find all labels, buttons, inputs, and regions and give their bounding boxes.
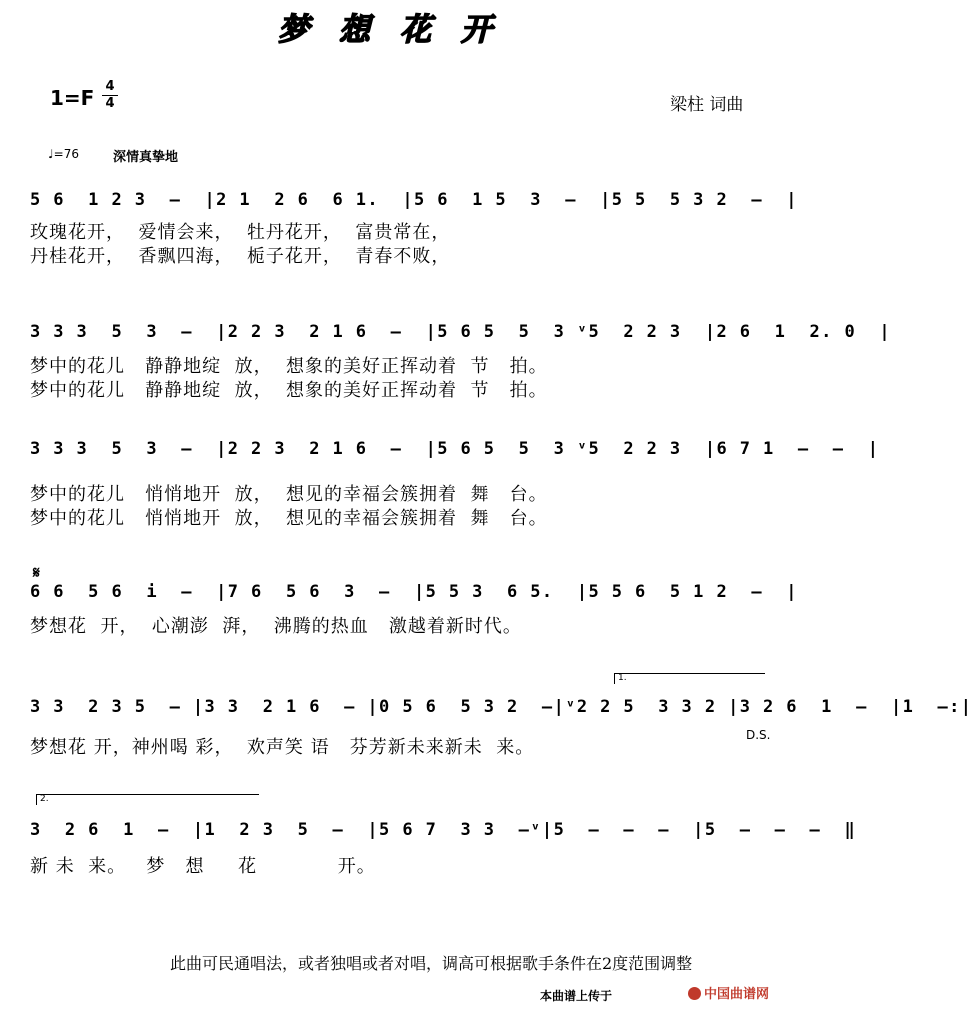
time-denominator: 4	[105, 96, 115, 111]
dal-segno-marking: D.S.	[746, 728, 771, 742]
volta-bracket-2	[36, 794, 259, 805]
key-signature: 1=F	[50, 86, 95, 110]
logo-text: 中国曲谱网	[704, 987, 770, 1002]
time-numerator: 4	[105, 79, 115, 94]
lyrics-row-2-verse-2: 梦中的花儿 静静地绽 放， 想象的美好正挥动着 节 拍。	[30, 380, 548, 401]
performance-note: 此曲可民通唱法，或者独唱或者对唱，调高可根据歌手条件在2度范围调整	[170, 954, 693, 973]
notation-row-1: 5 6 1 2 3 – |2 1 2 6 6 1. |5 6 1 5 3 – |5 5 5 3 2 – |	[30, 190, 798, 210]
lyrics-row-1-verse-2: 丹桂花开， 香飘四海， 栀子花开， 青春不败，	[30, 246, 451, 267]
tempo-marking: ♩=76	[48, 147, 79, 161]
lyrics-row-3-verse-2: 梦中的花儿 悄悄地开 放， 想见的幸福会簇拥着 舞 台。	[30, 508, 548, 529]
upload-credit: 本曲谱上传于	[540, 989, 613, 1003]
lyrics-row-6: 新 未 来。 梦 想 花 开。	[30, 856, 376, 877]
author-credit: 梁柱 词曲	[670, 95, 744, 115]
lyrics-row-1-verse-1: 玫瑰花开， 爱情会来， 牡丹花开， 富贵常在，	[30, 222, 451, 243]
notation-row-6: 3 2 6 1 – |1 2 3 5 – |5 6 7 3 3 –ᵛ|5 – – – |5 – – – ‖	[30, 820, 857, 840]
notation-row-2: 3 3 3 5 3 – |2 2 3 2 1 6 – |5 6 5 5 3 ᵛ5 2 2 3 |2 6 1 2. 0 |	[30, 322, 891, 342]
notation-row-4: 6 6 5 6 i – |7 6 5 6 3 – |5 5 3 6 5. |5 5 6 5 1 2 – |	[30, 582, 798, 602]
time-signature	[102, 80, 118, 111]
volta-bracket-1	[614, 673, 765, 684]
logo-icon	[688, 987, 701, 1000]
song-title: 梦想花开	[278, 12, 522, 48]
lyrics-row-5: 梦想花 开，神州喝 彩， 欢声笑 语 芬芳新未来新未 来。	[30, 737, 535, 758]
volta-2-label: 2.	[40, 794, 49, 804]
segno-sign: 𝄋	[33, 563, 40, 582]
lyrics-row-3-verse-1: 梦中的花儿 悄悄地开 放， 想见的幸福会簇拥着 舞 台。	[30, 484, 548, 505]
volta-1-label: 1.	[618, 673, 627, 683]
notation-row-5: 3 3 2 3 5 – |3 3 2 1 6 – |0 5 6 5 3 2 –|ᵛ2 2 5 3 3 2 |3 2 6 1 – |1 –:|	[30, 697, 972, 717]
lyrics-row-2-verse-1: 梦中的花儿 静静地绽 放， 想象的美好正挥动着 节 拍。	[30, 356, 548, 377]
lyrics-row-4: 梦想花 开， 心潮澎 湃， 沸腾的热血 激越着新时代。	[30, 616, 522, 637]
notation-row-3: 3 3 3 5 3 – |2 2 3 2 1 6 – |5 6 5 5 3 ᵛ5 2 2 3 |6 7 1 – – |	[30, 439, 880, 459]
expression-marking: 深情真挚地	[113, 150, 179, 165]
site-logo[interactable]	[688, 983, 769, 1002]
